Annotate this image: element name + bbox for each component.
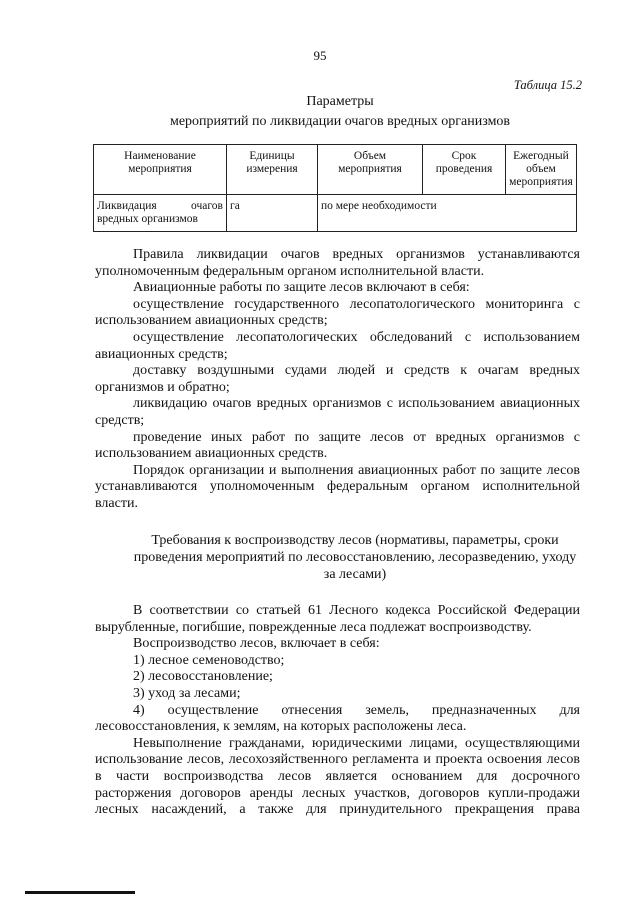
list-item: 4) осуществление отнесения земель, предназначенных для лесовосстановления, к землям, на которых расположены леса. [95, 702, 580, 735]
table-row [94, 195, 577, 232]
table-caption-subtitle: мероприятий по ликвидации очагов вредных организмов [169, 114, 511, 129]
page-number: 95 [313, 48, 327, 63]
paragraph: Порядок организации и выполнения авиационных работ по защите лесов устанавливаются уполномоченным федеральным органом исполнительной власти. [95, 462, 580, 511]
footer-rule [25, 891, 135, 894]
paragraph: проведение иных работ по защите лесов от вредных организмов с использованием авиационных средств. [95, 429, 580, 462]
paragraph: Авиационные работы по защите лесов включают в себя: [133, 280, 470, 296]
paragraph: осуществление лесопатологических обследований с использованием авиационных средств; [95, 329, 580, 362]
paragraph: осуществление государственного лесопатологического мониторинга с использованием авиационных средств; [95, 296, 580, 329]
header-cell: Наименование мероприятия [94, 145, 227, 195]
list-item: 1) лесное семеноводство; [133, 652, 285, 668]
paragraph: Невыполнение гражданами, юридическими лицами, осуществляющими использование лесов, лесохозяйственного регламента и проекта освоения лесов в части воспроизводства лесов является основанием для досрочного расторжения договоров аренды лесных участков, договоров купли-продажи лесных насаждений, а также для принудительного прекращения права [95, 735, 580, 818]
paragraph: Правила ликвидации очагов вредных организмов устанавливаются уполномоченным федеральным органом исполнительной власти. [95, 247, 580, 279]
body-text-block-2 [95, 603, 580, 819]
list-item: 3) уход за лесами; [133, 685, 241, 701]
header-cell: Единицы измерения [227, 145, 318, 195]
table-cell-volume: по мере необходимости [318, 195, 577, 232]
table-cell-name-line1: Ликвидация очагов [97, 200, 223, 212]
list-item: 2) лесовосстановление; [133, 669, 273, 685]
header-cell: Срок проведения [423, 145, 506, 195]
paragraph: В соответствии со статьей 61 Лесного кодекса Российской Федерации вырубленные, погибшие, поврежденные леса подлежат воспроизводству. [95, 603, 580, 635]
parameters-table [93, 144, 577, 232]
header-cell: Объем мероприятия [318, 145, 423, 195]
table-cell-name [94, 195, 227, 232]
paragraph: Воспроизводство лесов, включает в себя: [133, 636, 380, 652]
header-cell: Ежегодный объем мероприятия [506, 145, 577, 195]
paragraph: доставку воздушными судами людей и средств к очагам вредных организмов и обратно; [95, 363, 580, 395]
table-cell-unit: га [227, 195, 318, 232]
table-label: Таблица 15.2 [513, 78, 582, 92]
body-text-block-1 [95, 247, 580, 513]
section-title: Требования к воспроизводству лесов (нормативы, параметры, сроки проведения мероприятий по лесовосстановлению, лесоразведению, уходу за лесами) [133, 533, 577, 582]
table-header-row [94, 145, 577, 195]
table-cell-name-line2: вредных организмов [97, 213, 198, 225]
paragraph: ликвидацию очагов вредных организмов с использованием авиационных средств; [95, 396, 580, 428]
table-caption-title: Параметры [306, 94, 374, 109]
